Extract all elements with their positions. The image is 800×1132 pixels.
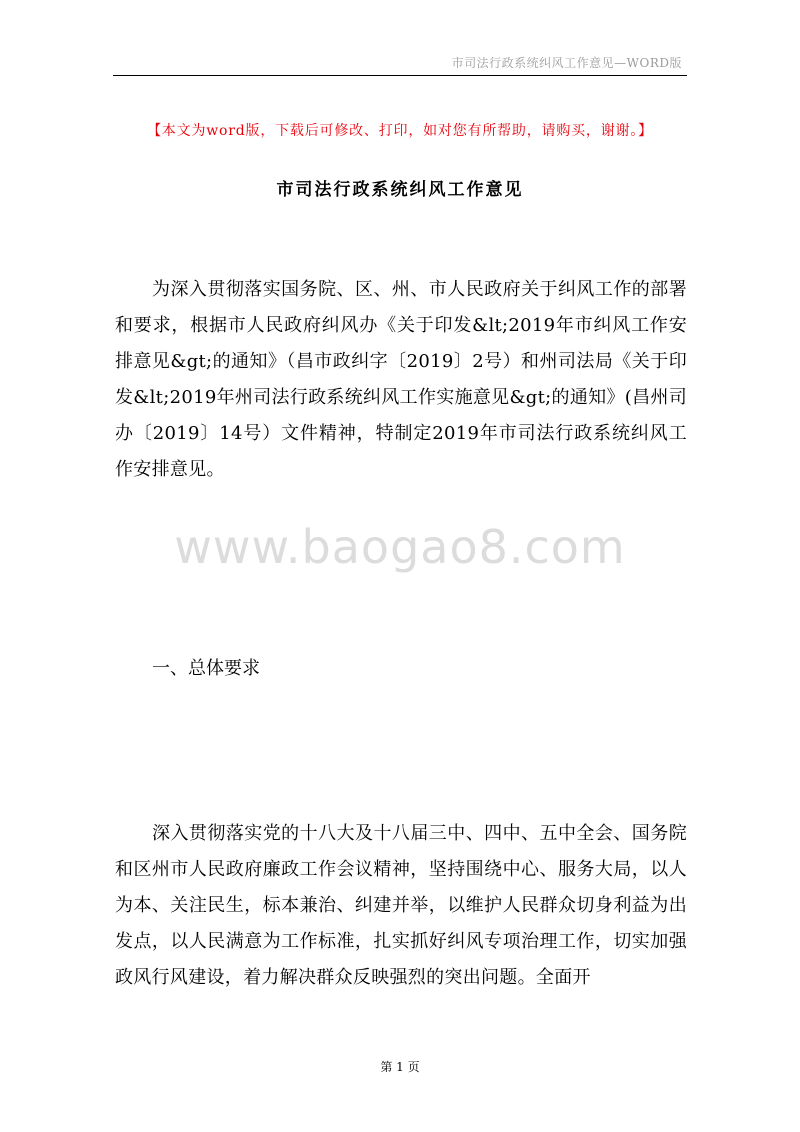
purchase-notice: 【本文为word版，下载后可修改、打印，如对您有所帮助，请购买，谢谢。】 xyxy=(147,123,653,139)
paragraph-intro: 为深入贯彻落实国务院、区、州、市人民政府关于纠风工作的部署和要求，根据市人民政府纠风办《关于印发&lt;2019年市纠风工作安排意见&gt;的通知》（昌市政纠字〔2019〕2号）和州司法局《关于印发&lt;2019年州司法行政系统纠风工作实施意见&gt;的通知》(昌州司办〔2019〕14号）文件精神，特制定2019年市司法行政系统纠风工作安排意见。 xyxy=(115,279,687,480)
running-header: 市司法行政系统纠风工作意见—WORD版 xyxy=(451,56,682,70)
section-heading-general-requirements: 一、总体要求 xyxy=(152,658,260,679)
paragraph-general-requirements: 深入贯彻落实党的十八大及十八届三中、四中、五中全会、国务院和区州市人民政府廉政工作会议精神，坚持围绕中心、服务大局，以人为本、关注民生，标本兼治、纠建并举，以维护人民群众切身利益为出发点，以人民满意为工作标准，扎实抓好纠风专项治理工作，切实加强政风行风建设，着力解决群众反映强烈的突出问题。全面开 xyxy=(115,823,687,988)
document-title: 市司法行政系统纠风工作意见 xyxy=(276,180,524,200)
watermark: www.baogao8.com xyxy=(174,520,626,574)
page-number: 第 1 页 xyxy=(380,1060,420,1074)
header-divider xyxy=(113,75,687,76)
